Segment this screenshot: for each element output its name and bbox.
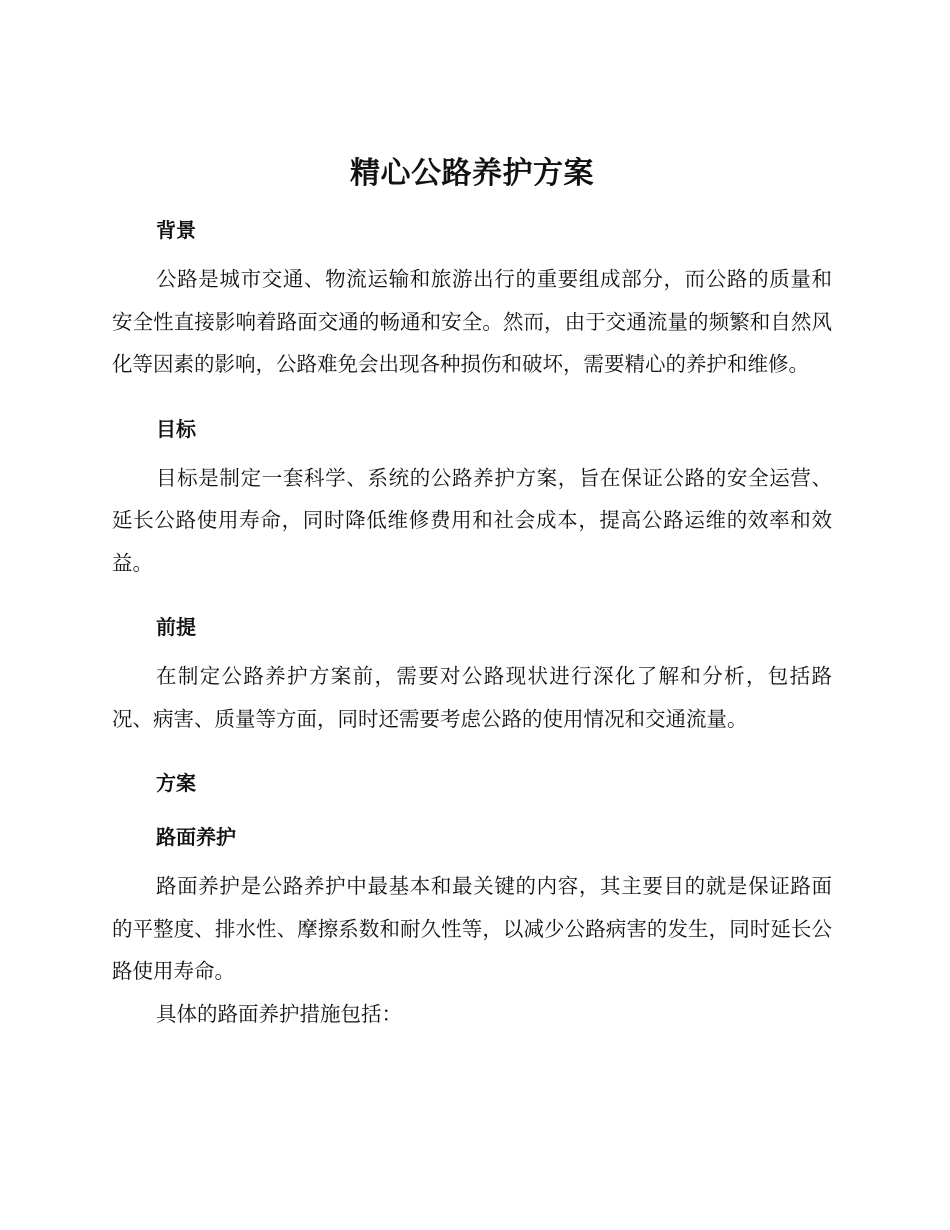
subsection-heading-pavement: 路面养护: [156, 825, 236, 849]
document-content: [112, 145, 832, 1035]
section-text-premise: 在制定公路养护方案前，需要对公路现状进行深化了解和分析，包括路况、病害、质量等方面，同时还需要考虑公路的使用情况和交通流量。: [112, 664, 832, 731]
document-title: 精心公路养护方案: [350, 156, 594, 191]
section-text-goal: 目标是制定一套科学、系统的公路养护方案，旨在保证公路的安全运营、延长公路使用寿命，同时降低维修费用和社会成本，提高公路运维的效率和效益。: [112, 465, 832, 575]
section-heading-goal: 目标: [156, 416, 196, 441]
measures-intro: 具体的路面养护措施包括：: [156, 1001, 402, 1026]
section-heading-background: 背景: [156, 218, 196, 242]
section-heading-premise: 前提: [156, 615, 196, 639]
subsection-text-pavement: 路面养护是公路养护中最基本和最关键的内容，其主要目的就是保证路面的平整度、排水性、摩擦系数和耐久性等，以减少公路病害的发生，同时延长公路使用寿命。: [112, 874, 832, 983]
section-heading-plan: 方案: [156, 771, 196, 795]
section-text-background: 公路是城市交通、物流运输和旅游出行的重要组成部分，而公路的质量和安全性直接影响着路面交通的畅通和安全。然而，由于交通流量的频繁和自然风化等因素的影响，公路难免会出现各种损伤和破坏，需要精心的养护和维修。: [112, 267, 832, 376]
